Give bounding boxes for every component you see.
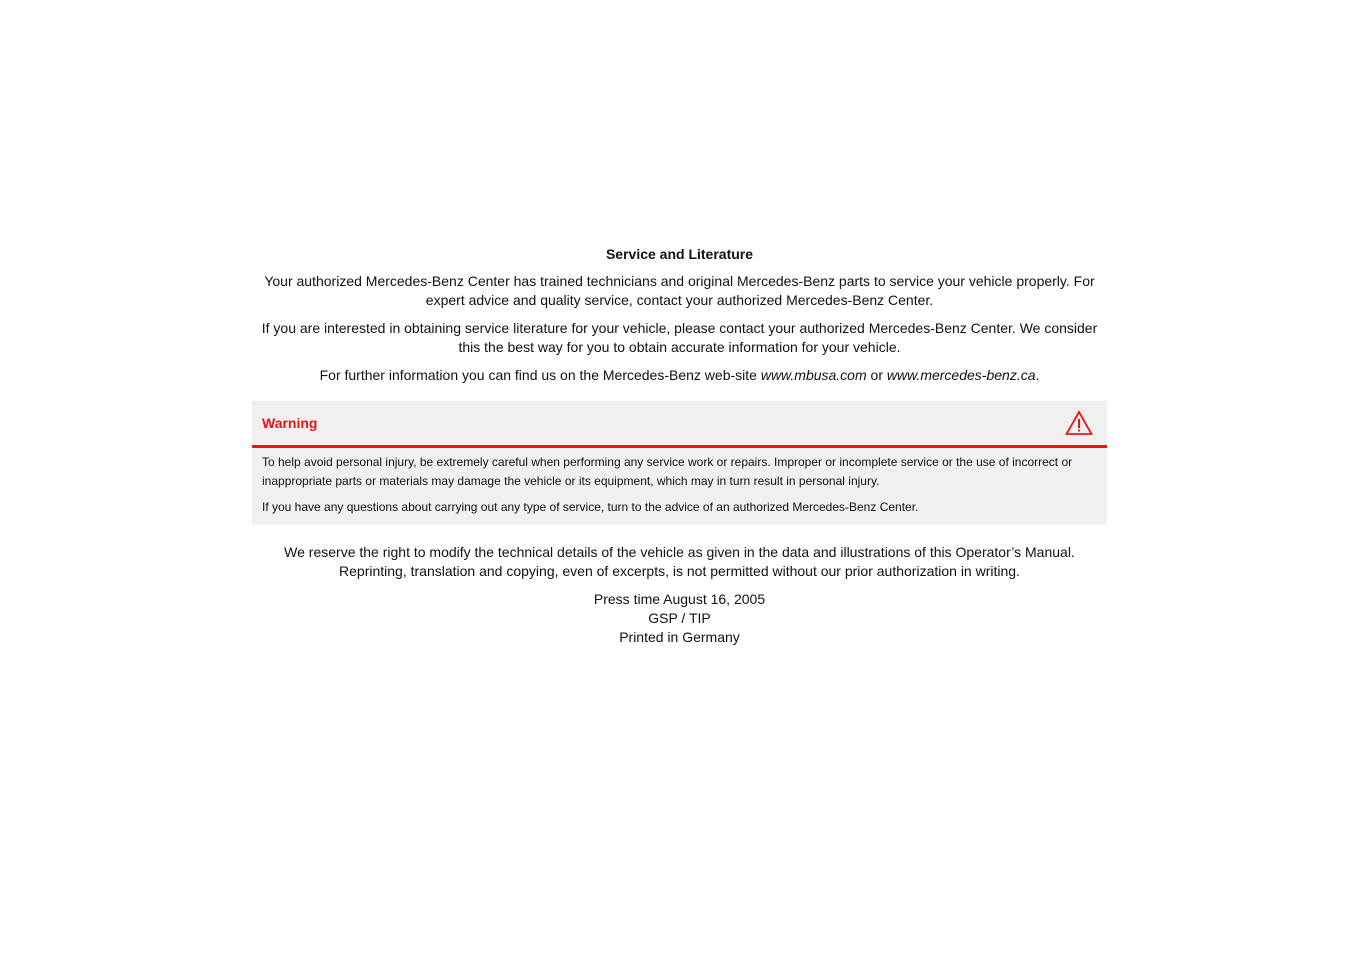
website-prefix: For further information you can find us on the Mercedes-Benz web-site [319,367,761,383]
document-page [252,245,1107,647]
mercedes-benz-ca-link[interactable]: www.mercedes-benz.ca [886,367,1036,383]
warning-body [252,448,1107,525]
warning-box [252,401,1107,525]
service-paragraph: Your authorized Mercedes-Benz Center has trained technicians and original Mercedes-Benz parts to service your vehicle properly. For expert advice and quality service, contact your authorized Mercedes-Benz Center. [264,273,1095,308]
press-time: Press time August 16, 2005 [593,591,766,607]
website-middle: or [866,367,887,383]
section-title: Service and Literature [605,246,754,262]
warning-title: Warning [262,415,318,431]
warning-triangle-icon [1065,410,1093,436]
document-code: GSP / TIP [648,610,711,626]
warning-text-questions: If you have any questions about carrying out any type of service, turn to the advice of an authorized Mercedes-Benz Center. [262,500,919,514]
warning-header [252,401,1107,448]
literature-paragraph: If you are interested in obtaining service literature for your vehicle, please contact your authorized Mercedes-Benz Center. We consider this the best way for you to obtain accurate information for your vehicle. [261,320,1098,355]
website-paragraph [252,366,1107,385]
warning-text-injury: To help avoid personal injury, be extremely careful when performing any service work or repairs. Improper or incomplete service or the use of incorrect or inappropriate parts or materials may damage the vehicle or its equipment, which may in turn result in personal injury. [262,455,1073,488]
website-suffix: . [1035,367,1040,383]
rights-paragraph: We reserve the right to modify the technical details of the vehicle as given in the data and illustrations of this Operator’s Manual. Reprinting, translation and copying, even of excerpts, is not permitted without our prior authorization in writing. [284,544,1075,579]
mbusa-link[interactable]: www.mbusa.com [760,367,867,383]
press-info [252,590,1107,647]
printed-location: Printed in Germany [619,629,740,645]
